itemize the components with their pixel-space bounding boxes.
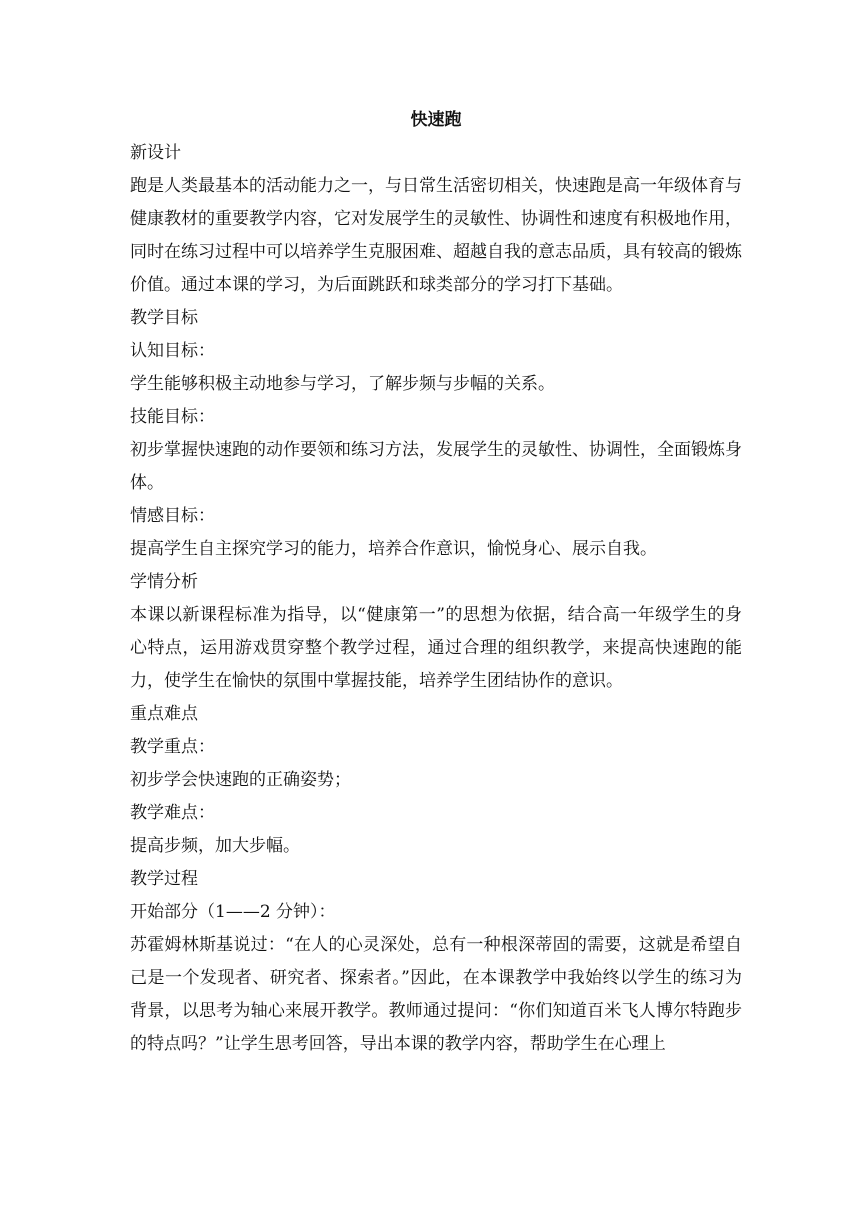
section-heading-analysis: 学情分析 bbox=[130, 572, 198, 592]
section-heading-process: 教学过程 bbox=[130, 869, 198, 889]
section-heading-keypoints: 重点难点 bbox=[130, 704, 198, 724]
document-page bbox=[130, 104, 742, 1061]
label-skill-goal: 技能目标： bbox=[130, 407, 215, 427]
label-cognitive-goal: 认知目标： bbox=[130, 341, 215, 361]
paragraph-analysis: 本课以新课程标准为指导，以“健康第一”的思想为依据，结合高一年级学生的身心特点，运用游戏贯穿整个教学过程，通过合理的组织教学，来提高快速跑的能力，使学生在愉快的氛围中掌握技能，培养学生团结协作的意识。 bbox=[130, 605, 742, 691]
paragraph-teaching-difficulty: 提高步频，加大步幅。 bbox=[130, 836, 300, 856]
label-teaching-focus: 教学重点： bbox=[130, 737, 215, 757]
label-emotion-goal: 情感目标： bbox=[130, 506, 215, 526]
paragraph-cognitive-goal: 学生能够积极主动地参与学习，了解步频与步幅的关系。 bbox=[130, 374, 555, 394]
section-heading-goals: 教学目标 bbox=[130, 308, 198, 328]
paragraph-skill-goal: 初步掌握快速跑的动作要领和练习方法，发展学生的灵敏性、协调性，全面锻炼身体。 bbox=[130, 440, 742, 493]
paragraph-teaching-focus: 初步学会快速跑的正确姿势； bbox=[130, 770, 351, 790]
paragraph-design: 跑是人类最基本的活动能力之一，与日常生活密切相关，快速跑是高一年级体育与健康教材的重要教学内容，它对发展学生的灵敏性、协调性和速度有积极地作用，同时在练习过程中可以培养学生克服困难、超越自我的意志品质，具有较高的锻炼价值。通过本课的学习，为后面跳跃和球类部分的学习打下基础。 bbox=[130, 176, 742, 295]
section-heading-design: 新设计 bbox=[130, 143, 181, 163]
paragraph-emotion-goal: 提高学生自主探究学习的能力，培养合作意识，愉悦身心、展示自我。 bbox=[130, 539, 657, 559]
document-title: 快速跑 bbox=[410, 110, 462, 130]
paragraph-start-part: 苏霍姆林斯基说过：“在人的心灵深处，总有一种根深蒂固的需要，这就是希望自己是一个发现者、研究者、探索者。”因此，在本课教学中我始终以学生的练习为背景，以思考为轴心来展开教学。教师通过提问：“你们知道百米飞人博尔特跑步的特点吗？”让学生思考回答，导出本课的教学内容，帮助学生在心理上 bbox=[130, 935, 742, 1054]
label-start-part: 开始部分（1——2 分钟）： bbox=[130, 902, 336, 922]
label-teaching-difficulty: 教学难点： bbox=[130, 803, 215, 823]
